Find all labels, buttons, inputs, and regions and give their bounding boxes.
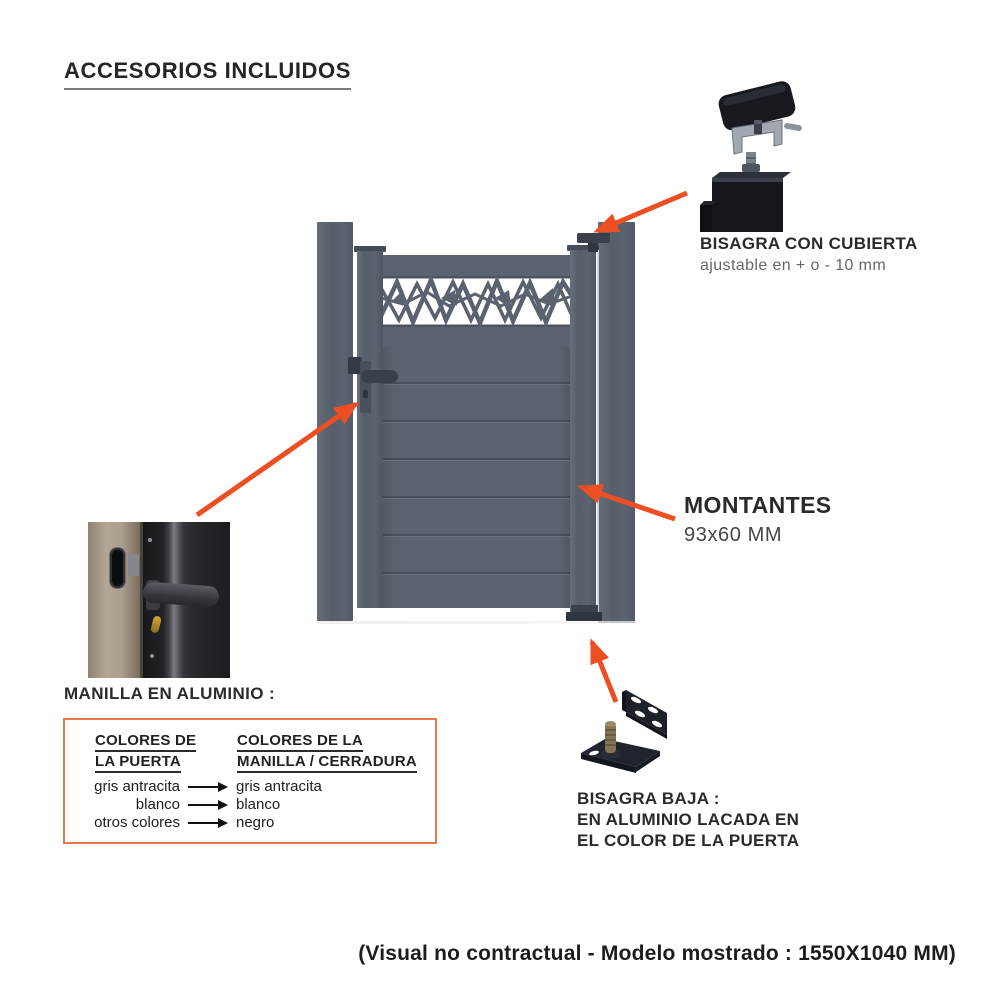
colors-table-rows xyxy=(65,778,435,832)
header-door-line1: COLORES DE xyxy=(95,732,196,752)
header-handle-line2: MANILLA / CERRADURA xyxy=(237,753,417,773)
table-row xyxy=(65,778,435,795)
hinge-bottom-line1: BISAGRA BAJA : xyxy=(577,789,720,808)
header-door-line2: LA PUERTA xyxy=(95,753,181,773)
hinge-top-sublabel: ajustable en + o - 10 mm xyxy=(700,257,887,274)
hinge-cover-illustration xyxy=(698,76,806,234)
photo-latch-bolt xyxy=(128,554,139,576)
arrow-top-hinge xyxy=(597,193,687,231)
handle-color: gris antracita xyxy=(236,778,322,795)
photo-screw-bottom xyxy=(150,654,154,658)
photo-screw-top xyxy=(148,538,152,542)
hinge-top-label: BISAGRA CON CUBIERTA xyxy=(700,234,918,253)
handle-photo xyxy=(88,522,230,678)
handle-color: blanco xyxy=(236,796,281,813)
door-color: otros colores xyxy=(94,814,180,831)
arrow-handle xyxy=(197,404,356,515)
header-handle-line1: COLORES DE LA xyxy=(237,732,363,752)
page-title: ACCESORIOS INCLUIDOS xyxy=(64,58,351,90)
montantes-dimensions: 93x60 MM xyxy=(684,524,783,546)
colors-table xyxy=(63,718,437,844)
manilla-label: MANILLA EN ALUMINIO : xyxy=(64,684,276,703)
mapping-arrow-icon xyxy=(188,804,226,806)
hinge-bottom-line3: EL COLOR DE LA PUERTA xyxy=(577,831,800,850)
bottom-hinge-illustration xyxy=(575,683,670,778)
footer-disclaimer: (Visual no contractual - Modelo mostrado : 1550X1040 MM) xyxy=(358,942,956,965)
arrow-montantes xyxy=(581,487,675,519)
door-color: blanco xyxy=(135,796,180,813)
door-color: gris antracita xyxy=(94,778,180,795)
table-row xyxy=(65,814,435,831)
table-row xyxy=(65,796,435,813)
colors-table-header-handle xyxy=(237,732,417,774)
photo-striker-plate xyxy=(110,548,125,588)
mapping-arrow-icon xyxy=(188,822,226,824)
handle-color: negro xyxy=(236,814,275,831)
mapping-arrow-icon xyxy=(188,786,226,788)
hinge-bottom-label xyxy=(577,788,799,851)
photo-post xyxy=(88,522,143,678)
montantes-label: MONTANTES xyxy=(684,492,832,518)
colors-table-header-door xyxy=(95,732,196,774)
hinge-bottom-line2: EN ALUMINIO LACADA EN xyxy=(577,810,800,829)
